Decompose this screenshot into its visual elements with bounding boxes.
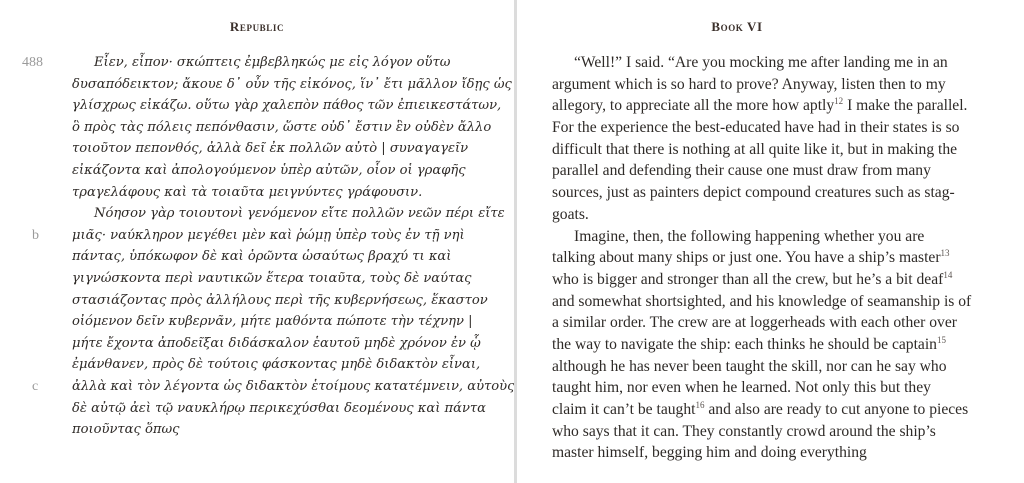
english-line bbox=[552, 117, 982, 139]
english-line-text: Imagine, then, the following happening whether you are bbox=[574, 227, 925, 245]
greek-line-text: δυσαπόδεικτον; ἄκουε δ᾽ οὖν τῆς εἰκόνος, ἵν᾽ ἔτι μᾶλλον ἴδῃς ὡς bbox=[72, 76, 512, 92]
greek-line-text: Εἶεν, εἶπον· σκώπτεις ἐμβεβληκώς με εἰς λόγον οὕτω bbox=[94, 55, 451, 70]
greek-line-text: στασιάζοντας πρὸς ἀλλήλους περὶ τῆς κυβερνήσεως, ἕκαστον bbox=[72, 292, 488, 308]
english-line-text: master himself, begging him and doing everything bbox=[552, 444, 867, 462]
greek-line bbox=[22, 52, 492, 74]
english-line-text: goats. bbox=[552, 205, 589, 223]
english-line bbox=[552, 52, 982, 74]
english-line bbox=[552, 160, 982, 182]
greek-line bbox=[72, 138, 492, 160]
greek-line bbox=[72, 398, 492, 420]
greek-line-text: μιᾶς· ναύκληρον μεγέθει μὲν καὶ ῥώμῃ ὑπὲρ τοὺς ἐν τῇ νηὶ bbox=[72, 227, 465, 243]
english-line bbox=[552, 356, 982, 378]
greek-line bbox=[72, 203, 505, 225]
greek-line-text: Νόησον γὰρ τοιουτονὶ γενόμενον εἴτε πολλῶν νεῶν πέρι εἴτε bbox=[94, 206, 505, 222]
english-line-text: and somewhat shortsighted, and his knowledge of seamanship is of bbox=[552, 292, 972, 310]
greek-line-text: τοιοῦτον πεπονθός, ἀλλὰ δεῖ ἐκ πολλῶν αὐτὸ | συναγαγεῖν bbox=[72, 141, 469, 157]
english-line bbox=[552, 312, 982, 334]
greek-line bbox=[72, 74, 512, 96]
greek-line-text: ἐμάνθανεν, πρὸς δὲ τούτοις φάσκοντας μηδὲ διδακτὸν εἶναι, bbox=[72, 357, 481, 373]
greek-line bbox=[72, 246, 492, 268]
stephanus-section-c: c bbox=[32, 378, 39, 394]
english-line-text: talking about many ships or just one. You have a ship’s master bbox=[552, 249, 941, 267]
english-line-text: sources, just as painters depict compound creatures such as stag- bbox=[552, 184, 955, 202]
english-line-text-after: I make the parallel. bbox=[843, 97, 968, 115]
greek-line bbox=[32, 376, 515, 398]
footnote-ref-16[interactable]: 16 bbox=[695, 400, 705, 410]
greek-line bbox=[32, 225, 492, 247]
greek-line-text: ἀλλὰ καὶ τὸν λέγοντα ὡς διδακτὸν ἑτοίμους κατατέμνειν, αὐτοὺς bbox=[72, 378, 515, 394]
english-line-text: taught him, nor even when he learned. Not only this but they bbox=[552, 379, 931, 397]
english-line-text: claim it can’t be taught bbox=[552, 401, 696, 418]
english-line bbox=[552, 247, 982, 269]
greek-line bbox=[72, 311, 492, 333]
footnote-ref-15[interactable]: 15 bbox=[936, 334, 946, 345]
greek-line-text: δὲ αὐτῷ ἀεὶ τῷ ναυκλήρῳ περικεχύσθαι δεομένους καὶ πάντα bbox=[72, 400, 487, 416]
greek-line bbox=[72, 268, 492, 290]
stephanus-line-number: 488 bbox=[22, 55, 43, 70]
english-line bbox=[552, 226, 982, 248]
english-line-text: argument which is so hard to prove? Anyway, listen then to my bbox=[552, 75, 946, 93]
greek-line bbox=[72, 290, 492, 312]
greek-line-text: πάντας, ὑπόκωφον δὲ καὶ ὁρῶντα ὡσαύτως βραχύ τι καὶ bbox=[72, 249, 452, 265]
footnote-ref-12[interactable]: 12 bbox=[834, 96, 844, 107]
footnote-ref-14[interactable]: 14 bbox=[943, 269, 953, 280]
greek-line bbox=[72, 419, 492, 441]
greek-line-text: γλίσχρως εἰκάζω. οὕτω γὰρ χαλεπὸν πάθος τῶν ἐπιεικεστάτων, bbox=[72, 98, 502, 114]
running-head-left: Republic bbox=[229, 19, 285, 34]
english-line bbox=[552, 442, 982, 464]
english-line bbox=[552, 182, 982, 204]
english-line-text-after: and also are ready to cut anyone to pieces bbox=[704, 401, 969, 418]
stephanus-section-b: b bbox=[32, 227, 39, 243]
english-line bbox=[552, 204, 982, 226]
greek-line bbox=[72, 333, 492, 355]
footnote-ref-13[interactable]: 13 bbox=[940, 248, 950, 259]
greek-line bbox=[72, 160, 492, 182]
english-line bbox=[552, 399, 982, 421]
english-line-text: the way to navigate the ship: each thinks he should be captain bbox=[552, 335, 937, 353]
english-line-text: who is bigger and stronger than all the crew, but he’s a bit deaf bbox=[552, 270, 944, 288]
english-line-text: parallel and defending their cause one must draw from many bbox=[552, 162, 931, 180]
english-line bbox=[552, 291, 982, 313]
english-line bbox=[552, 334, 982, 356]
english-line bbox=[552, 269, 982, 291]
english-line-text: For the experience the best-educated have had in their states is so bbox=[552, 119, 960, 137]
english-line-text: allegory, to appreciate all the more how aptly bbox=[552, 97, 835, 115]
english-line bbox=[552, 377, 982, 399]
english-line bbox=[552, 139, 982, 161]
english-line bbox=[552, 74, 982, 96]
greek-line-text: οἰόμενον δεῖν κυβερνᾶν, μήτε μαθόντα πώποτε τὴν τέχνην | bbox=[72, 314, 473, 330]
english-text-block bbox=[552, 52, 982, 464]
english-line-text: difficult that there is nothing at all quite like it, but in making the bbox=[552, 140, 958, 158]
english-line-text: “Well!” I said. “Are you mocking me after landing me in an bbox=[574, 54, 948, 71]
greek-text-block bbox=[22, 52, 515, 441]
english-line-text: although he has never been taught the skill, nor can he say who bbox=[552, 357, 947, 375]
greek-line-text: ὃ πρὸς τὰς πόλεις πεπόνθασιν, ὥστε οὐδ᾽ ἔστιν ἓν οὐδὲν ἄλλο bbox=[72, 119, 492, 135]
greek-line bbox=[72, 182, 492, 204]
greek-line-text: μήτε ἔχοντα ἀποδεῖξαι διδάσκαλον ἑαυτοῦ μηδὲ χρόνον ἐν ᾧ bbox=[72, 335, 481, 351]
greek-line bbox=[72, 354, 492, 376]
greek-line-text: ποιοῦντας ὅπως bbox=[72, 422, 180, 438]
english-line-text: a similar order. The crew are at loggerheads with each other over bbox=[552, 314, 957, 332]
english-line-text: who says that it can. They constantly crowd around the ship’s bbox=[552, 422, 936, 440]
english-line bbox=[552, 95, 982, 117]
greek-line-text: τραγελάφους καὶ τὰ τοιαῦτα μειγνύντες γράφουσιν. bbox=[72, 184, 423, 200]
running-head-right: Book VI bbox=[711, 19, 763, 34]
right-page-english bbox=[517, 0, 1024, 483]
greek-line-text: γιγνώσκοντα περὶ ναυτικῶν ἕτερα τοιαῦτα, τοὺς δὲ ναύτας bbox=[72, 270, 472, 286]
greek-line bbox=[72, 117, 492, 139]
greek-line-text: εἰκάζοντα καὶ ἀπολογούμενον ὑπὲρ αὐτῶν, οἷον οἱ γραφῆς bbox=[72, 162, 466, 178]
greek-line bbox=[72, 95, 502, 117]
english-line bbox=[552, 421, 982, 443]
